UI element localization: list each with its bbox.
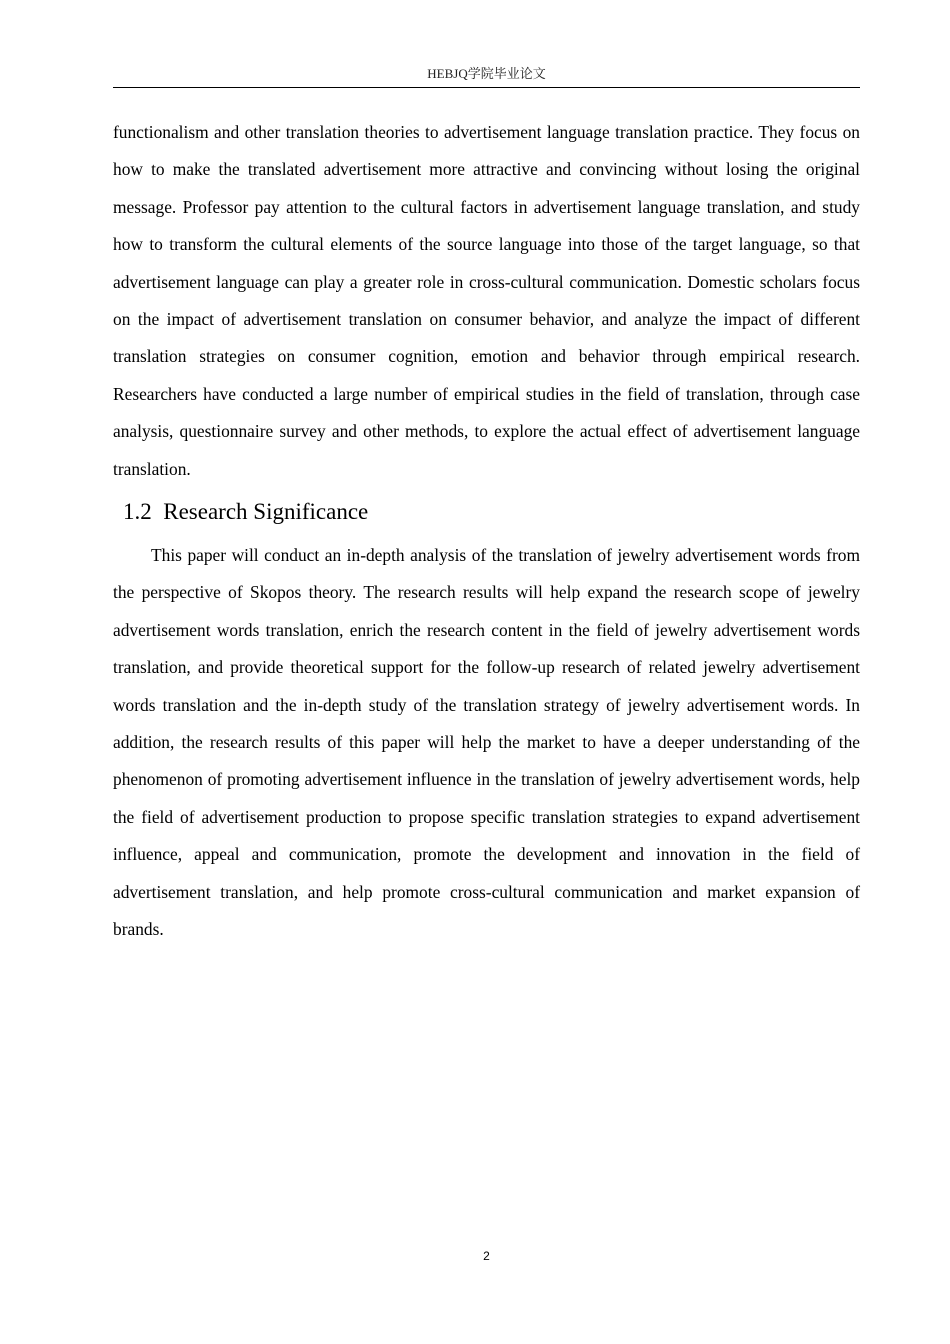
body-paragraph-1: functionalism and other translation theories to advertisement language translation practice. They focus on how to make the translated advertisement more attractive and convincing without losing the original message. Professor pay attention to the cultural factors in advertisement language translation, and study how to transform the cultural elements of the source language into those of the target language, so that advertisement language can play a greater role in cross-cultural communication. Domestic scholars focus on the impact of advertisement translation on consumer behavior, and analyze the impact of different translation strategies on consumer cognition, emotion and behavior through empirical research. Researchers have conducted a large number of empirical studies in the field of translation, through case analysis, questionnaire survey and other methods, to explore the actual effect of advertisement language translation. — [113, 122, 860, 479]
body-paragraph-2: This paper will conduct an in-depth analysis of the translation of jewelry advertisement words from the perspective of Skopos theory. The research results will help expand the research scope of jewelry advertisement words translation, enrich the research content in the field of jewelry advertisement words translation, and provide theoretical support for the follow-up research of related jewelry advertisement words translation and the in-depth study of the translation strategy of jewelry advertisement words. In addition, the research results of this paper will help the market to have a deeper understanding of the phenomenon of promoting advertisement influence in the translation of jewelry advertisement words, help the field of advertisement production to propose specific translation strategies to expand advertisement influence, appeal and communication, promote the development and innovation in the field of advertisement translation, and help promote cross-cultural communication and market expansion of brands. — [113, 545, 860, 940]
header-divider — [113, 87, 860, 88]
section-heading — [123, 496, 368, 528]
page-number: 2 — [483, 1249, 490, 1263]
section-title: Research Significance — [163, 499, 369, 524]
section-number: 1.2 — [123, 499, 152, 524]
page-header: HEBJQ学院毕业论文 — [427, 66, 546, 81]
